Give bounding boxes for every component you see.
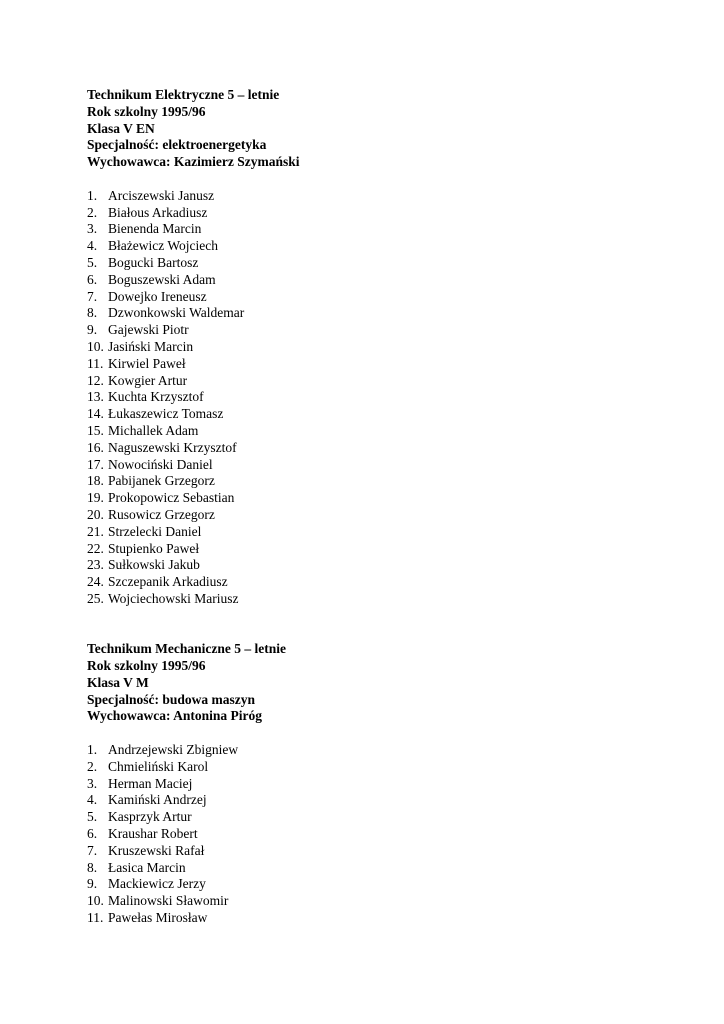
item-number: 20.	[87, 506, 104, 522]
list-item	[87, 423, 647, 440]
item-number: 1.	[87, 187, 98, 203]
list-item	[87, 809, 647, 826]
class-section-mechanical	[87, 641, 647, 927]
student-name: Dzwonkowski Waldemar	[108, 305, 245, 321]
list-item	[87, 759, 647, 776]
item-number: 18.	[87, 473, 104, 489]
item-number: 7.	[87, 288, 98, 304]
list-item	[87, 457, 647, 474]
student-name: Pabijanek Grzegorz	[108, 473, 215, 489]
list-item	[87, 305, 647, 322]
list-item	[87, 255, 647, 272]
student-list	[87, 742, 647, 927]
list-item	[87, 339, 647, 356]
item-number: 8.	[87, 859, 98, 875]
student-name: Łukaszewicz Tomasz	[108, 406, 224, 422]
item-number: 9.	[87, 322, 98, 338]
student-name: Rusowicz Grzegorz	[108, 506, 215, 522]
list-item	[87, 860, 647, 877]
student-name: Strzelecki Daniel	[108, 523, 202, 539]
student-name: Kuchta Krzysztof	[108, 389, 204, 405]
list-item	[87, 322, 647, 339]
list-item	[87, 826, 647, 843]
item-number: 19.	[87, 490, 104, 506]
student-name: Gajewski Piotr	[108, 322, 189, 338]
list-item	[87, 507, 647, 524]
specialization: Specjalność: budowa maszyn	[87, 691, 256, 707]
list-item	[87, 238, 647, 255]
student-name: Kamiński Andrzej	[108, 792, 207, 808]
item-number: 2.	[87, 758, 98, 774]
student-name: Kraushar Robert	[108, 826, 198, 842]
student-name: Mackiewicz Jerzy	[108, 876, 206, 892]
item-number: 1.	[87, 742, 98, 758]
item-number: 16.	[87, 439, 104, 455]
student-name: Błażewicz Wojciech	[108, 238, 218, 254]
student-name: Arciszewski Janusz	[108, 187, 215, 203]
class-name: Klasa V EN	[87, 120, 155, 136]
school-name: Technikum Mechaniczne 5 – letnie	[87, 641, 286, 657]
student-name: Bogucki Bartosz	[108, 254, 199, 270]
student-name: Herman Maciej	[108, 775, 193, 791]
list-item	[87, 591, 647, 608]
item-number: 23.	[87, 557, 104, 573]
student-name: Łasica Marcin	[108, 859, 186, 875]
list-item	[87, 541, 647, 558]
student-name: Andrzejewski Zbigniew	[108, 742, 239, 758]
class-section-electrical	[87, 87, 647, 608]
student-name: Chmieliński Karol	[108, 758, 209, 774]
student-name: Sułkowski Jakub	[108, 557, 200, 573]
student-name: Pawełas Mirosław	[108, 910, 208, 926]
student-name: Boguszewski Adam	[108, 271, 216, 287]
list-item	[87, 893, 647, 910]
list-item	[87, 876, 647, 893]
item-number: 6.	[87, 826, 98, 842]
document-page	[87, 87, 647, 927]
item-number: 15.	[87, 422, 104, 438]
item-number: 25.	[87, 590, 104, 606]
list-item	[87, 205, 647, 222]
list-item	[87, 490, 647, 507]
item-number: 12.	[87, 372, 104, 388]
item-number: 22.	[87, 540, 104, 556]
student-name: Nowociński Daniel	[108, 456, 213, 472]
student-name: Kruszewski Rafał	[108, 842, 205, 858]
item-number: 4.	[87, 792, 98, 808]
list-item	[87, 406, 647, 423]
item-number: 4.	[87, 238, 98, 254]
item-number: 10.	[87, 338, 104, 354]
student-name: Wojciechowski Mariusz	[108, 590, 239, 606]
student-name: Kirwiel Paweł	[108, 355, 186, 371]
list-item	[87, 188, 647, 205]
item-number: 3.	[87, 221, 98, 237]
student-name: Kasprzyk Artur	[108, 809, 192, 825]
list-item	[87, 742, 647, 759]
list-item	[87, 389, 647, 406]
item-number: 11.	[87, 910, 104, 926]
item-number: 24.	[87, 574, 104, 590]
item-number: 10.	[87, 893, 104, 909]
student-name: Szczepanik Arkadiusz	[108, 574, 228, 590]
list-item	[87, 440, 647, 457]
student-name: Prokopowicz Sebastian	[108, 490, 235, 506]
item-number: 14.	[87, 406, 104, 422]
list-item	[87, 843, 647, 860]
list-item	[87, 574, 647, 591]
list-item	[87, 524, 647, 541]
item-number: 9.	[87, 876, 98, 892]
list-item	[87, 792, 647, 809]
school-name: Technikum Elektryczne 5 – letnie	[87, 87, 280, 102]
class-teacher: Wychowawca: Antonina Piróg	[87, 708, 262, 724]
student-name: Michallek Adam	[108, 422, 199, 438]
student-name: Jasiński Marcin	[108, 338, 194, 354]
item-number: 8.	[87, 305, 98, 321]
class-name: Klasa V M	[87, 674, 149, 690]
list-item	[87, 473, 647, 490]
student-name: Bienenda Marcin	[108, 221, 202, 237]
student-name: Białous Arkadiusz	[108, 204, 208, 220]
list-item	[87, 373, 647, 390]
item-number: 13.	[87, 389, 104, 405]
school-year: Rok szkolny 1995/96	[87, 103, 206, 119]
item-number: 7.	[87, 842, 98, 858]
list-item	[87, 910, 647, 927]
item-number: 2.	[87, 204, 98, 220]
student-name: Stupienko Paweł	[108, 540, 200, 556]
list-item	[87, 272, 647, 289]
list-item	[87, 221, 647, 238]
list-item	[87, 557, 647, 574]
school-year: Rok szkolny 1995/96	[87, 658, 206, 674]
list-item	[87, 289, 647, 306]
item-number: 3.	[87, 775, 98, 791]
item-number: 21.	[87, 523, 104, 539]
specialization: Specjalność: elektroenergetyka	[87, 137, 267, 153]
student-name: Malinowski Sławomir	[108, 893, 229, 909]
student-name: Naguszewski Krzysztof	[108, 439, 237, 455]
list-item	[87, 776, 647, 793]
item-number: 11.	[87, 355, 104, 371]
student-name: Kowgier Artur	[108, 372, 188, 388]
item-number: 6.	[87, 271, 98, 287]
student-list	[87, 188, 647, 608]
item-number: 17.	[87, 456, 104, 472]
item-number: 5.	[87, 809, 98, 825]
class-teacher: Wychowawca: Kazimierz Szymański	[87, 154, 300, 170]
list-item	[87, 356, 647, 373]
item-number: 5.	[87, 254, 98, 270]
student-name: Dowejko Ireneusz	[108, 288, 207, 304]
